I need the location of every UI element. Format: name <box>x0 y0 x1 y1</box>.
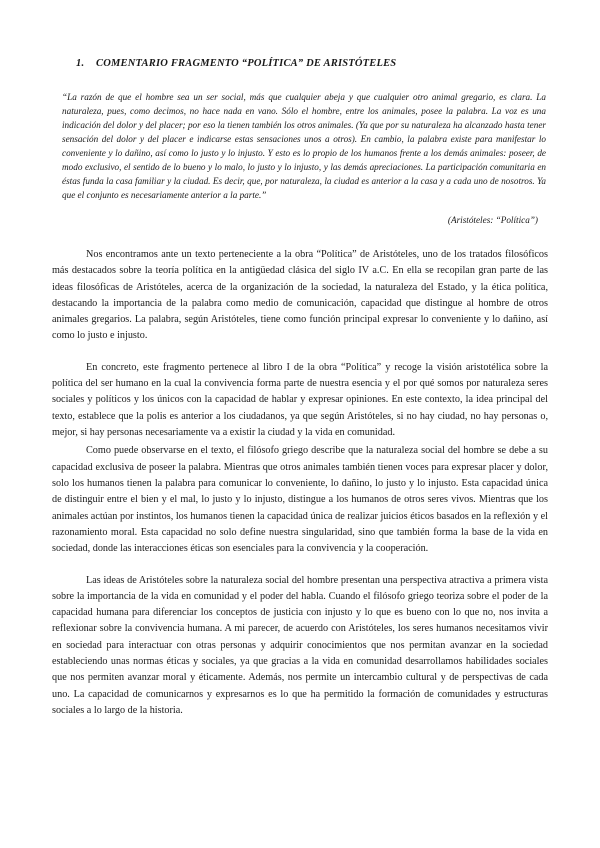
quote-attribution: (Aristóteles: “Política”) <box>447 214 538 225</box>
body-paragraph: Nos encontramos ante un texto perteneciente a la obra “Política” de Aristóteles, uno de los tratados filosóficos más destacados sobre la teoría política en la antigüedad clásica del siglo IV a.C. En ella se recopilan gran parte de las ideas filosóficas de Aristóteles, acerca de la organización de la sociedad, la naturaleza del Estado, y la ética política, destacando la importancia de la palabra como medio de comunicación, capacidad que distingue al hombre de otros animales gregarios. La palabra, según Aristóteles, tiene como función principal expresar lo conveniente y lo dañino, así como lo justo e injusto. <box>52 248 548 342</box>
body-paragraph: Como puede observarse en el texto, el filósofo griego describe que la naturaleza social del hombre se debe a su capacidad exclusiva de poseer la palabra. Mientras que otros animales también tienen voces para expresar placer y dolor, solo los humanos tienen la palabra para comunicar lo conveniente, lo dañino, lo justo y lo injusto. Esta capacidad única de distinguir entre el bien y el mal, lo justo y lo injusto, distingue a los humanos de otros seres vivos. Mientras que los animales actúan por instintos, los humanos tienen la capacidad única de realizar juicios éticos basados en la reflexión y el razonamiento moral. Esta capacidad no solo define nuestra singularidad, sino que también forma la base de la vida en sociedad, donde las interacciones éticas son esenciales para la convivencia y la cooperación. <box>52 445 548 555</box>
page-title <box>52 58 548 69</box>
page-title-number: 1. <box>76 58 85 69</box>
page-title-text: COMENTARIO FRAGMENTO “POLÍTICA” DE ARISTÓTELES <box>96 58 397 69</box>
body-paragraph: En concreto, este fragmento pertenece al libro I de la obra “Política” y recoge la visión aristotélica sobre la política del ser humano en la cual la convivencia forma parte de nuestra esencia y el por qué somos por naturaleza seres sociales y políticos y los únicos con la capacidad de hablar y expresar opiniones. En este contexto, la idea principal del texto, establece que la polis es anterior a los ciudadanos, ya que según Aristóteles, si no hay ciudad, no hay personas o, mejor, si hay personas necesariamente va a existir la ciudad y la vida en comunidad. <box>52 361 548 438</box>
source-quote: “La razón de que el hombre sea un ser social, más que cualquier abeja y que cualquier otro animal gregario, es clara. La naturaleza, pues, como decimos, no hace nada en vano. Sólo el hombre, entre los animales, posee la palabra. La voz es una indicación del dolor y del placer; por eso la tienen también los otros animales. (Ya que por su naturaleza ha alcanzado hasta tener sensación del dolor y del placer e indicarse estas sensaciones unos a otros). En cambio, la palabra existe para manifestar lo conveniente y lo dañino, así como lo justo y lo injusto. Y esto es lo propio de los humanos frente a los demás animales: poseer, de modo exclusivo, el sentido de lo bueno y lo malo, lo justo y lo injusto, y las demás apreciaciones. La participación comunitaria en éstas funda la casa familiar y la ciudad. Es decir, que, por naturaleza, la ciudad es anterior a la casa y a cada uno de nosotros. Ya que el conjunto es necesariamente anterior a la parte.” <box>62 92 546 200</box>
body-paragraph: Las ideas de Aristóteles sobre la naturaleza social del hombre presentan una perspectiva atractiva a primera vista sobre la importancia de la vida en comunidad y el poder del habla. Cuando el filósofo griego teoriza sobre el poder de la capacidad humana para diferenciar los conceptos de justicia con injusto y lo que es bueno con lo que no, nos invita a reflexionar sobre la convivencia humana. A mi parecer, de acuerdo con Aristóteles, los seres humanos necesitamos vivir en sociedad para interactuar con otras personas y adquirir conocimientos que nos permitan avanzar en la sociedad estableciendo unas normas éticas y sociales, ya que gracias a la vida en comunidad desarrollamos habilidades sociales que nos permiten avanzar moral y éticamente. Además, nos permite un intercambio cultural y de perspectivas de cada uno. La capacidad de comunicarnos y expresarnos es lo que ha permitido la formación de comunidades y estructuras sociales a lo largo de la historia. <box>52 574 548 716</box>
